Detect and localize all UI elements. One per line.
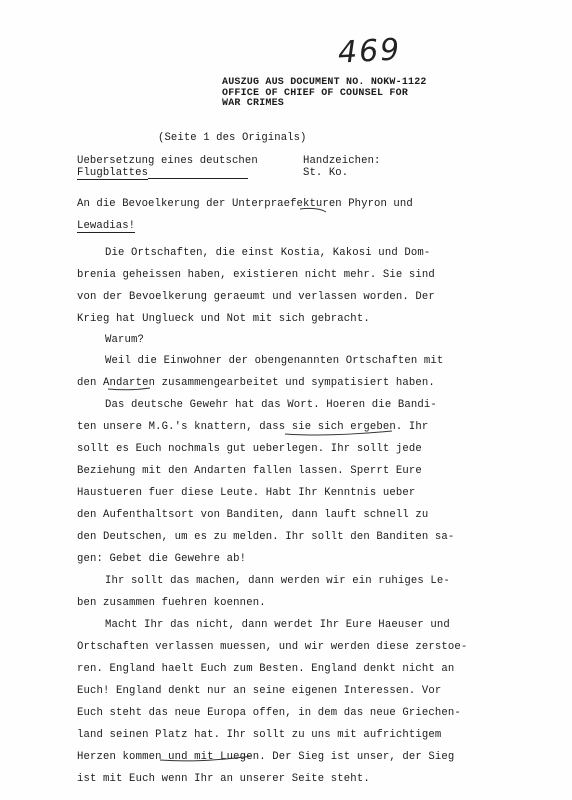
body-line: ren. England haelt Euch zum Besten. England denkt nicht an bbox=[77, 663, 455, 675]
body-line: Weil die Einwohner der obengenannten Ortschaften mit bbox=[105, 355, 444, 367]
address-line-1: An die Bevoelkerung der Unterpraefekturen Phyron und bbox=[77, 198, 413, 210]
underline-mark bbox=[108, 388, 150, 390]
body-line: den Deutschen, um es zu melden. Ihr sollt den Banditen sa- bbox=[77, 531, 455, 543]
page-reference: (Seite 1 des Originals) bbox=[158, 132, 307, 144]
body-line: Beziehung mit den Andarten fallen lassen. Sperrt Eure bbox=[77, 465, 422, 477]
body-line: Euch steht das neue Europa offen, in dem das neue Griechen- bbox=[77, 707, 461, 719]
body-line: gen: Gebet die Gewehre ab! bbox=[77, 553, 247, 565]
underline-mark bbox=[285, 431, 392, 435]
body-line: ben zusammen fuehren koennen. bbox=[77, 597, 266, 609]
body-line: den Aufenthaltsort von Banditen, dann lauft schnell zu bbox=[77, 509, 429, 521]
body-line: Macht Ihr das nicht, dann werdet Ihr Eure Haeuser und bbox=[105, 619, 450, 631]
initials-value: St. Ko. bbox=[303, 167, 349, 179]
header-line-3: WAR CRIMES bbox=[222, 98, 285, 109]
body-line: Krieg hat Unglueck und Not mit sich gebracht. bbox=[77, 313, 370, 325]
translation-label-underlined: Flugblattes bbox=[77, 167, 149, 179]
body-line: Warum? bbox=[105, 334, 145, 346]
body-line: sollt es Euch nochmals gut ueberlegen. Ihr sollt jede bbox=[77, 443, 422, 455]
body-line: land seinen Platz hat. Ihr sollt zu uns mit aufrichtigem bbox=[77, 729, 442, 741]
body-line: Euch! England denkt nur an seine eigenen Interessen. Vor bbox=[77, 685, 442, 697]
header-line-2: OFFICE OF CHIEF OF COUNSEL FOR bbox=[222, 87, 409, 99]
body-line: Haustueren fuer diese Leute. Habt Ihr Kenntnis ueber bbox=[77, 487, 416, 499]
body-line: den Andarten zusammengearbeitet und sympatisiert haben. bbox=[77, 377, 435, 389]
underline-mark bbox=[300, 208, 326, 212]
body-line: Ihr sollt das machen, dann werden wir ein ruhiges Le- bbox=[105, 575, 450, 587]
address-line-2-text: Lewadias! bbox=[77, 220, 136, 232]
handwritten-page-number: 469 bbox=[337, 32, 403, 71]
body-line: ten unsere M.G.'s knattern, dass sie sich ergeben. Ihr bbox=[77, 421, 429, 433]
body-line: Herzen kommen und mit Luegen. Der Sieg ist unser, der Sieg bbox=[77, 751, 455, 763]
body-line: brenia geheissen haben, existieren nicht mehr. Sie sind bbox=[77, 269, 435, 281]
body-line: von der Bevoelkerung geraeumt und verlassen worden. Der bbox=[77, 291, 435, 303]
underline-mark bbox=[160, 756, 252, 761]
initials-label: Handzeichen: bbox=[303, 155, 381, 167]
header-line-1: AUSZUG AUS DOCUMENT NO. NOKW-1122 bbox=[222, 77, 427, 88]
body-line: Die Ortschaften, die einst Kostia, Kakosi und Dom- bbox=[105, 247, 431, 259]
body-line: Ortschaften verlassen muessen, und wir werden diese zerstoe- bbox=[77, 641, 468, 653]
translation-label-line-1: Uebersetzung eines deutschen bbox=[77, 155, 258, 167]
body-line: Das deutsche Gewehr hat das Wort. Hoeren die Bandi- bbox=[105, 399, 437, 411]
body-line: ist mit Euch wenn Ihr an unserer Seite steht. bbox=[77, 773, 370, 785]
